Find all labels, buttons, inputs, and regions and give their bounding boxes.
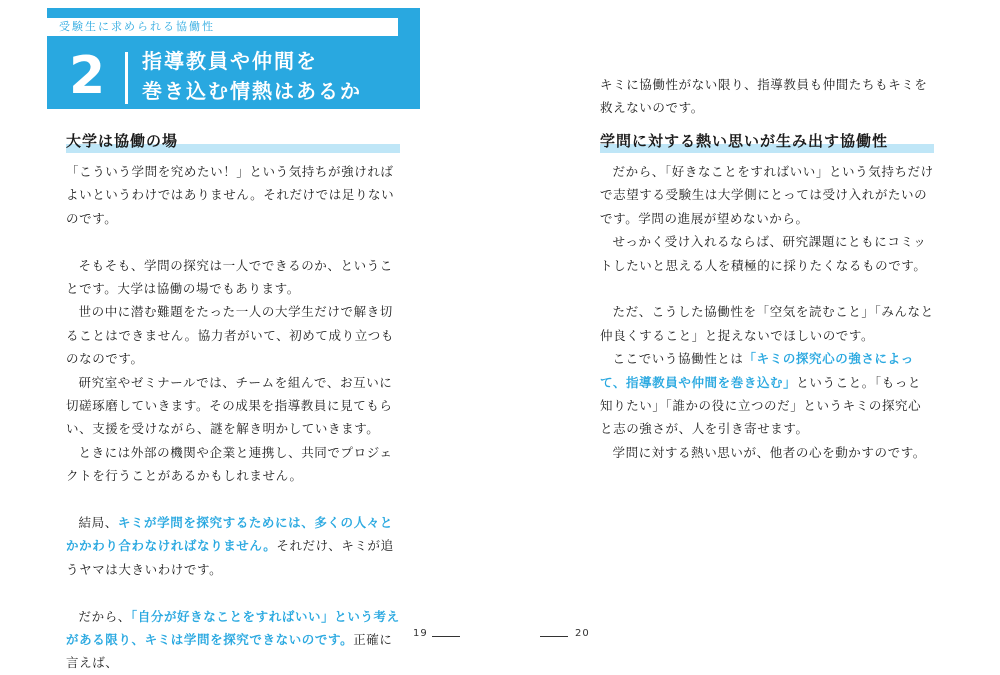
left-subheading-text: 大学は協働の場 [66,132,179,150]
right-continuation [600,73,934,120]
folio-rule-left [432,636,460,637]
paragraph: ただ、こうした協働性を「空気を読むこと」「みんなと仲良くすること」と捉えないでほしいのです。 [600,304,934,343]
paragraph: キミに協働性がない限り、指導教員も仲間たちもキミを救えないのです。 [600,77,928,116]
section-title [142,46,362,106]
paragraph: 学問に対する熱い思いが、他者の心を動かすのです。 [612,444,926,460]
page-number-right: 20 [575,628,590,639]
highlight-text: 「キミの探究心の強さによって、指導教員や仲間を巻き込む」 [600,351,914,390]
text-run: ここでいう協働性とは [612,351,744,367]
paragraph: だから、「好きなことをすればいい」という気持ちだけで志望する受験生は大学側にとっては受け入れがたいのです。学問の進展が望めないから。 [600,164,934,226]
text-run: 正確に言えば、 [66,632,393,671]
text-run: ということ。「もっと知りたい」「誰かの役に立つのだ」というキミの探究心と志の強さが、人を引き寄せます。 [600,374,922,437]
paragraph [66,511,400,581]
left-page [0,0,500,671]
title-line-1: 指導教員や仲間を [142,49,318,73]
right-page [500,0,1000,659]
page-number-left: 19 [413,628,428,639]
paragraph: 世の中に潜む難題をたった一人の大学生だけで解き切ることはできません。協力者がいて、初めて成り立つものなのです。 [66,304,395,367]
left-body [66,160,400,675]
right-subheading-text: 学問に対する熱い思いが生み出す協働性 [600,132,889,150]
folio-rule-right [540,636,568,637]
right-body [600,160,934,464]
right-subheading [600,131,934,155]
highlight-text: キミが学問を探究するためには、多くの人々とかかわり合わなければなりません。 [66,515,393,554]
paragraph: 「こういう学問を究めたい！」という気持ちが強ければよいというわけではありません。それだけでは足りないのです。 [66,164,395,226]
title-line-2: 巻き込む情熱はあるか [142,79,362,103]
text-run: それだけ、キミが追うヤマは大きいわけです。 [66,538,394,577]
paragraph: 研究室やゼミナールでは、チームを組んで、お互いに切磋琢磨していきます。その成果を指導教員に見てもらい、支援を受けながら、謎を解き明かしていきます。 [66,374,393,437]
paragraph: せっかく受け入れるならば、研究課題にともにコミットしたいと思える人を積極的に採りたくなるものです。 [600,234,927,273]
highlight-text: 「自分が好きなことをすればいい」という考えがある限り、キミは学問を探究できないのです。 [66,608,400,648]
paragraph [600,347,934,441]
paragraph: ときには外部の機関や企業と連携し、共同でプロジェクトを行うことがあるかもしれません。 [66,444,393,484]
chapter-header [47,8,420,109]
paragraph: そもそも、学問の探究は一人でできるのか、ということです。大学は協働の場でもあります。 [66,257,393,297]
left-subheading [66,131,400,155]
paragraph [66,605,400,675]
section-number: 2 [69,46,106,106]
category-label: 受験生に求められる協働性 [47,18,398,36]
text-run: だから、 [78,608,131,624]
text-run: 結局、 [78,515,118,531]
header-divider [125,52,128,104]
